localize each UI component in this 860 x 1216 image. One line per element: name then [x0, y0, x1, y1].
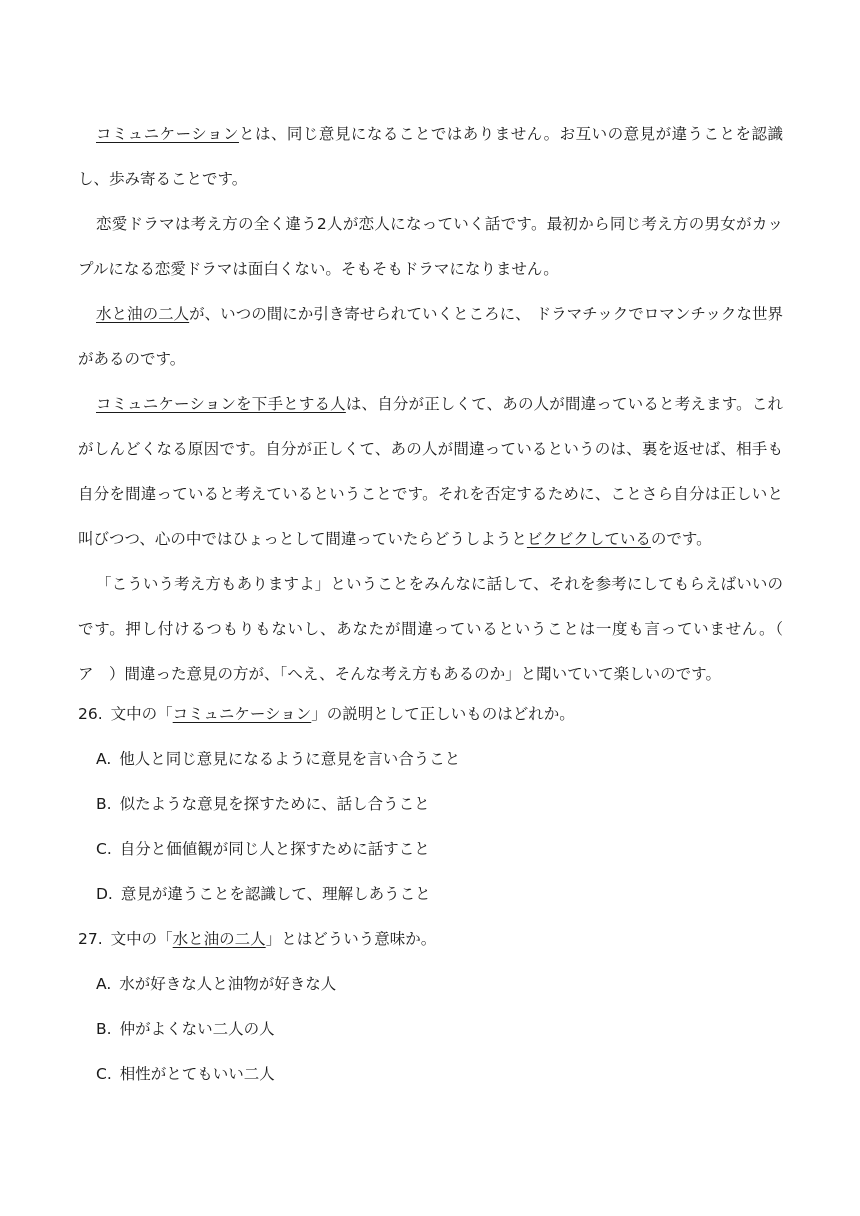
option-letter: B.	[96, 795, 112, 813]
option-text: 仲がよくない二人の人	[119, 1020, 275, 1038]
paragraph-text: は、自分が正しくて、あの人が間違っていると考えます。これがしんどくなる原因です。自分が正しくて、あの人が間違っているというのは、裏を返せば、相手も自分を間違っていると考えているということです。それを否定するために、ことさら自分は正しいと叫びつつ、心の中ではひょっとして間違っていたらどうしようと	[78, 395, 784, 548]
option-item	[78, 827, 783, 872]
question-27	[78, 917, 783, 962]
paragraph-4	[78, 382, 783, 562]
option-text: 水が好きな人と油物が好きな人	[119, 975, 337, 993]
question-text: 」の説明として正しいものはどれか。	[311, 705, 575, 723]
option-item	[78, 1052, 783, 1097]
reading-passage	[78, 112, 799, 697]
paragraph-text: 「こういう考え方もありますよ」ということをみんなに話して、それを参考にしてもらえばいいのです。押し付けるつもりもないし、あなたが間違っているということは一度も言っていません。（ ア ）間違った意見の方が、「へえ、そんな考え方もあるのか」と聞いていて楽しいのです。	[78, 575, 799, 683]
question-26	[78, 692, 783, 737]
paragraph-2	[78, 202, 783, 292]
option-letter: A.	[96, 750, 112, 768]
option-text: 相性がとてもいい二人	[119, 1065, 275, 1083]
underlined-term: コミュニケーション	[172, 705, 312, 723]
underlined-term: ビクビクしている	[526, 530, 651, 548]
paragraph-5	[78, 562, 799, 697]
option-letter: A.	[96, 975, 112, 993]
paragraph-3	[78, 292, 783, 382]
underlined-term: コミュニケーション	[96, 125, 239, 143]
option-item	[78, 737, 783, 782]
underlined-term: 水と油の二人	[96, 305, 190, 323]
underlined-term: コミュニケーションを下手とする人	[96, 395, 346, 413]
option-item	[78, 872, 783, 917]
option-letter: C.	[96, 1065, 112, 1083]
question-list	[78, 692, 783, 1097]
option-item	[78, 782, 783, 827]
question-text: 」とはどういう意味か。	[265, 930, 437, 948]
paragraph-text: が、いつの間にか引き寄せられていくところに、 ドラマチックでロマンチックな世界があるのです。	[78, 305, 783, 368]
paragraph-text: とは、同じ意見になることではありません。お互いの意見が違うことを認識し、歩み寄ることです。	[78, 125, 783, 188]
underlined-term: 水と油の二人	[172, 930, 266, 948]
option-text: 似たような意見を探すために、話し合うこと	[119, 795, 430, 813]
option-text: 自分と価値観が同じ人と探すために話すこと	[119, 840, 430, 858]
option-item	[78, 1007, 783, 1052]
question-text: 文中の「	[110, 705, 173, 723]
paragraph-1	[78, 112, 783, 202]
option-item	[78, 962, 783, 1007]
option-letter: B.	[96, 1020, 112, 1038]
paragraph-text: 恋愛ドラマは考え方の全く違う2人が恋人になっていく話です。最初から同じ考え方の男女がカップルになる恋愛ドラマは面白くない。そもそもドラマになりません。	[78, 215, 783, 278]
option-text: 意見が違うことを認識して、理解しあうこと	[120, 885, 431, 903]
question-number: 27.	[78, 930, 103, 948]
question-text: 文中の「	[110, 930, 173, 948]
option-letter: C.	[96, 840, 112, 858]
option-text: 他人と同じ意見になるように意見を言い合うこと	[119, 750, 461, 768]
option-letter: D.	[96, 885, 113, 903]
paragraph-text: のです。	[650, 530, 712, 548]
question-number: 26.	[78, 705, 103, 723]
